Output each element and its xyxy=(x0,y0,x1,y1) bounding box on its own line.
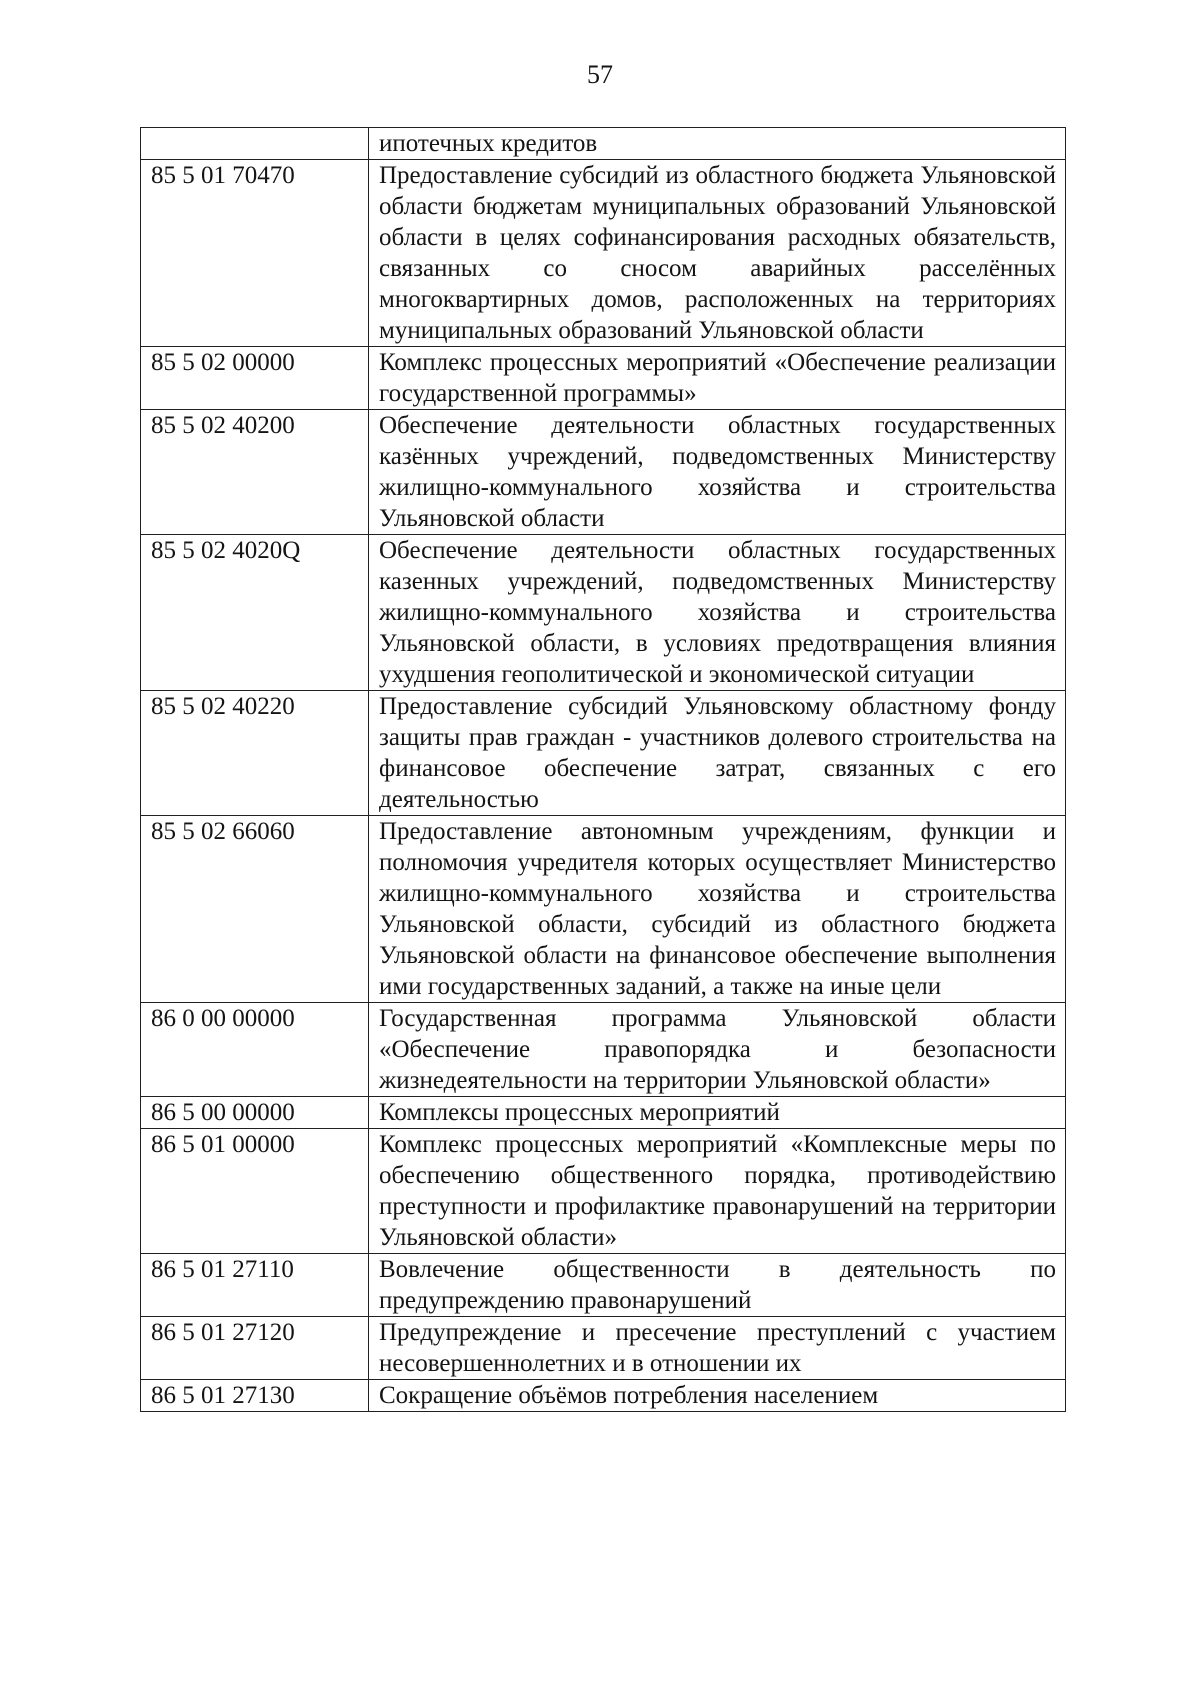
row-description: Сокращение объёмов потребления населением xyxy=(369,1380,1066,1412)
table-row xyxy=(141,1097,1066,1129)
row-description: Вовлечение общественности в деятельность по предупреждению правонарушений xyxy=(369,1254,1066,1317)
row-code: 86 5 01 27120 xyxy=(141,1317,369,1380)
row-description: Предоставление субсидий Ульяновскому областному фонду защиты прав граждан - участников долевого строительства на финансовое обеспечение затрат, связанных с его деятельностью xyxy=(369,691,1066,816)
row-description: Предоставление субсидий из областного бюджета Ульяновской области бюджетам муниципальных образований Ульяновской области в целях софинансирования расходных обязательств, связанных со сносом аварийных расселённых многоквартирных домов, расположенных на территориях муниципальных образований Ульяновской области xyxy=(369,160,1066,347)
row-code xyxy=(141,128,369,160)
row-description: Комплекс процессных мероприятий «Обеспечение реализации государственной программы» xyxy=(369,347,1066,410)
row-code: 86 5 01 27130 xyxy=(141,1380,369,1412)
table-row xyxy=(141,1380,1066,1412)
table-row xyxy=(141,535,1066,691)
table-row xyxy=(141,1003,1066,1097)
row-description: Предоставление автономным учреждениям, функции и полномочия учредителя которых осуществляет Министерство жилищно-коммунального хозяйства и строительства Ульяновской области, субсидий из областного бюджета Ульяновской области на финансовое обеспечение выполнения ими государственных заданий, а также на иные цели xyxy=(369,816,1066,1003)
row-code: 85 5 02 66060 xyxy=(141,816,369,1003)
table-row xyxy=(141,1254,1066,1317)
row-description: ипотечных кредитов xyxy=(369,128,1066,160)
budget-codes-table xyxy=(140,127,1066,1412)
table-row xyxy=(141,128,1066,160)
row-code: 85 5 02 40220 xyxy=(141,691,369,816)
page-number: 57 xyxy=(587,60,613,89)
row-description: Комплексы процессных мероприятий xyxy=(369,1097,1066,1129)
table-row xyxy=(141,816,1066,1003)
table-row xyxy=(141,160,1066,347)
row-description: Обеспечение деятельности областных государственных казённых учреждений, подведомственных Министерству жилищно-коммунального хозяйства и строительства Ульяновской области xyxy=(369,410,1066,535)
table-row xyxy=(141,1129,1066,1254)
row-code: 86 5 01 00000 xyxy=(141,1129,369,1254)
table-row xyxy=(141,1317,1066,1380)
table-row xyxy=(141,410,1066,535)
row-description: Комплекс процессных мероприятий «Комплексные меры по обеспечению общественного порядка, противодействию преступности и профилактике правонарушений на территории Ульяновской области» xyxy=(369,1129,1066,1254)
table-row xyxy=(141,691,1066,816)
row-code: 85 5 02 4020Q xyxy=(141,535,369,691)
table-row xyxy=(141,347,1066,410)
row-code: 85 5 02 40200 xyxy=(141,410,369,535)
row-code: 85 5 02 00000 xyxy=(141,347,369,410)
row-description: Обеспечение деятельности областных государственных казенных учреждений, подведомственных Министерству жилищно-коммунального хозяйства и строительства Ульяновской области, в условиях предотвращения влияния ухудшения геополитической и экономической ситуации xyxy=(369,535,1066,691)
row-description: Предупреждение и пресечение преступлений с участием несовершеннолетних и в отношении их xyxy=(369,1317,1066,1380)
row-code: 86 5 00 00000 xyxy=(141,1097,369,1129)
row-code: 86 5 01 27110 xyxy=(141,1254,369,1317)
row-description: Государственная программа Ульяновской области «Обеспечение правопорядка и безопасности жизнедеятельности на территории Ульяновской области» xyxy=(369,1003,1066,1097)
row-code: 86 0 00 00000 xyxy=(141,1003,369,1097)
row-code: 85 5 01 70470 xyxy=(141,160,369,347)
